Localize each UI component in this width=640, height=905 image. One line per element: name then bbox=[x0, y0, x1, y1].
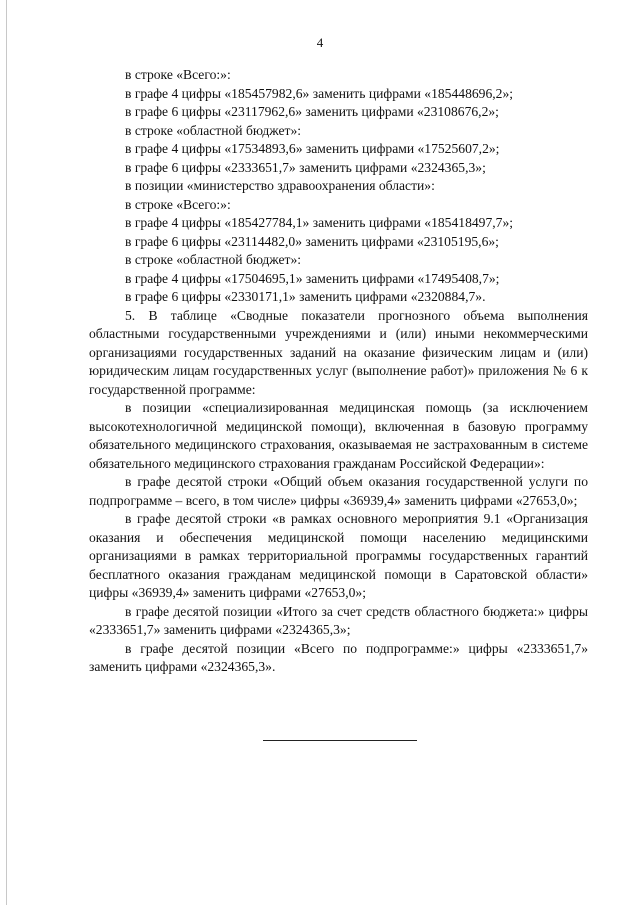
text-line: в строке «Всего:»: bbox=[125, 67, 231, 82]
text-line: в позиции «министерство здравоохранения области»: bbox=[125, 178, 435, 193]
scan-edge-line bbox=[6, 0, 7, 905]
text-line: в графе 6 цифры «2333651,7» заменить цифрами «2324365,3»; bbox=[125, 159, 486, 175]
text-line: в графе 4 цифры «185457982,6» заменить цифрами «185448696,2»; bbox=[125, 85, 514, 101]
end-divider bbox=[263, 740, 417, 741]
text-line: в графе 4 цифры «17504695,1» заменить цифрами «17495408,7»; bbox=[125, 270, 500, 286]
text-line: в графе 4 цифры «17534893,6» заменить цифрами «17525607,2»; bbox=[125, 141, 500, 156]
document-body bbox=[89, 66, 588, 677]
paragraph-amendment: в графе десятой строки «в рамках основного мероприятия 9.1 «Организация оказания и обеспечения медицинской помощи населению медицинскими организациями в рамках территориальной программы государственных гарантий бесплатного оказания гражданам медицинской помощи в Саратовской области» цифры «36939,4» заменить цифрами «27653,0»; bbox=[89, 511, 588, 600]
paragraph-item-5: 5. В таблице «Сводные показатели прогнозного объема выполнения областными государственными учреждениями и (или) иными некоммерческими организациями государственных заданий на оказание физическим лицам и (или) юридическим лицам государственных услуг (выполнение работ)» приложения № 6 к государственной программе: bbox=[89, 307, 588, 397]
text-line: в графе 6 цифры «23114482,0» заменить цифрами «23105195,6»; bbox=[125, 233, 499, 249]
text-line: в строке «областной бюджет»: bbox=[125, 122, 302, 138]
paragraph-amendment: в графе десятой позиции «Всего по подпрограмме:» цифры «2333651,7» заменить цифрами «2324365,3». bbox=[89, 640, 588, 674]
paragraph-amendment: в графе десятой строки «Общий объем оказания государственной услуги по подпрограмме – всего, в том числе» цифры «36939,4» заменить цифрами «27653,0»; bbox=[89, 474, 588, 508]
text-line: в строке «Всего:»: bbox=[125, 196, 231, 212]
paragraph-amendment: в графе десятой позиции «Итого за счет средств областного бюджета:» цифры «2333651,7» заменить цифрами «2324365,3»; bbox=[89, 603, 588, 637]
text-line: в графе 4 цифры «185427784,1» заменить цифрами «185418497,7»; bbox=[125, 215, 514, 230]
text-line: в графе 6 цифры «23117962,6» заменить цифрами «23108676,2»; bbox=[125, 104, 499, 119]
text-line: в строке «областной бюджет»: bbox=[125, 252, 302, 267]
page-number: 4 bbox=[316, 35, 324, 50]
text-line: в графе 6 цифры «2330171,1» заменить цифрами «2320884,7». bbox=[125, 289, 486, 304]
paragraph-position: в позиции «специализированная медицинская помощь (за исключением высокотехнологичной медицинской помощи), включенная в базовую программу обязательного медицинского страхования, оказываемая не застрахованным в системе обязательного медицинского страхования гражданам Российской Федерации»: bbox=[89, 400, 588, 471]
